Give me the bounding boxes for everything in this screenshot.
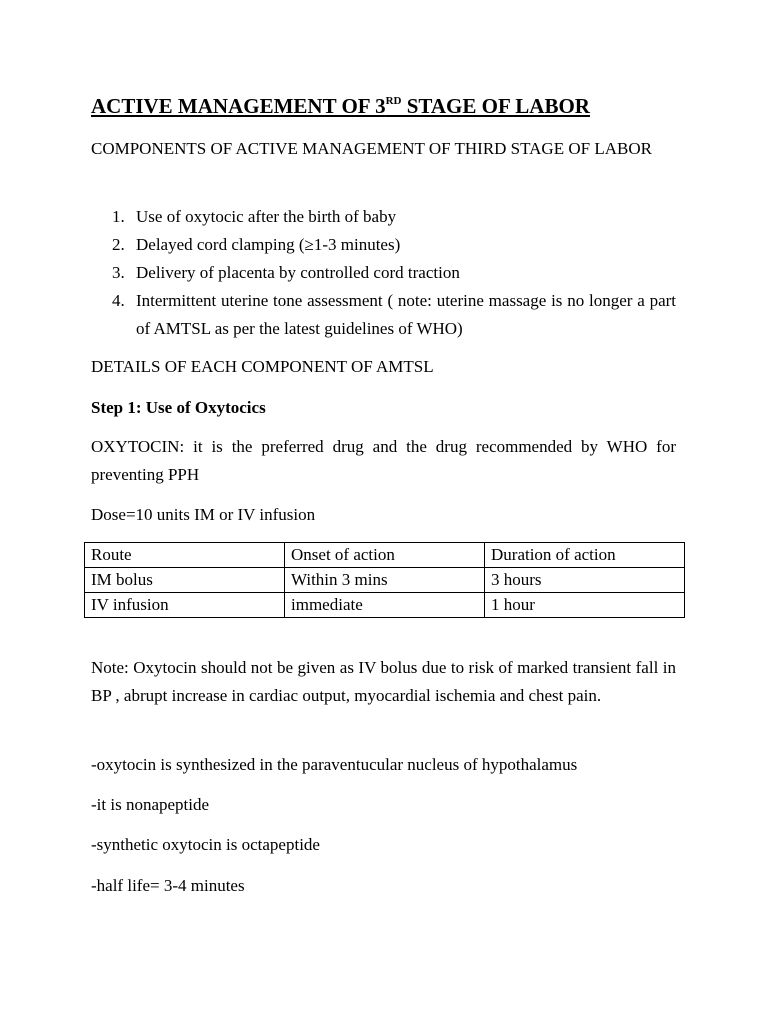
table-row [85,593,685,618]
table-cell: Within 3 mins [285,568,485,593]
step1-heading: Step 1: Use of Oxytocics [91,398,266,417]
table-cell: 1 hour [485,593,685,618]
title-superscript: RD [385,95,402,107]
table-cell: immediate [285,593,485,618]
table-header-cell: Route [85,543,285,568]
list-item [91,231,676,259]
details-heading: DETAILS OF EACH COMPONENT OF AMTSL [91,357,434,376]
list-item-text: Delivery of placenta by controlled cord traction [136,263,460,282]
fact-line: -oxytocin is synthesized in the paraventucular nucleus of hypothalamus [91,755,578,774]
table-cell: 3 hours [485,568,685,593]
list-item [91,287,676,343]
list-item-number: 3. [112,263,125,282]
list-item-number: 1. [112,207,125,226]
table-header-cell: Onset of action [285,543,485,568]
table-row [85,568,685,593]
list-item [91,259,676,287]
list-item-number: 2. [112,235,125,254]
note-paragraph: Note: Oxytocin should not be given as IV bolus due to risk of marked transient fall in BP , abrupt increase in cardiac output, myocardial ischemia and chest pain. [91,658,676,705]
components-heading: COMPONENTS OF ACTIVE MANAGEMENT OF THIRD STAGE OF LABOR [91,139,652,158]
oxytocin-route-table [84,542,685,618]
list-item-text: Delayed cord clamping (≥1-3 minutes) [136,235,401,254]
list-item-text: Intermittent uterine tone assessment ( note: uterine massage is no longer a part of AMTSL as per the latest guidelines of WHO) [136,291,676,338]
fact-line: -it is nonapeptide [91,795,210,814]
components-list [91,203,676,343]
page-title [91,92,590,120]
dose-line: Dose=10 units IM or IV infusion [91,505,316,524]
table-cell: IM bolus [85,568,285,593]
oxytocin-intro: OXYTOCIN: it is the preferred drug and the drug recommended by WHO for preventing PPH [91,437,676,484]
title-rest: STAGE OF LABOR [401,94,590,118]
list-item-text: Use of oxytocic after the birth of baby [136,207,397,226]
fact-line: -half life= 3-4 minutes [91,876,245,895]
table-header-row [85,543,685,568]
fact-line: -synthetic oxytocin is octapeptide [91,835,320,854]
table-header-cell: Duration of action [485,543,685,568]
table-cell: IV infusion [85,593,285,618]
list-item-number: 4. [112,291,125,310]
title-main: ACTIVE MANAGEMENT OF 3 [91,94,386,118]
list-item [91,203,676,231]
